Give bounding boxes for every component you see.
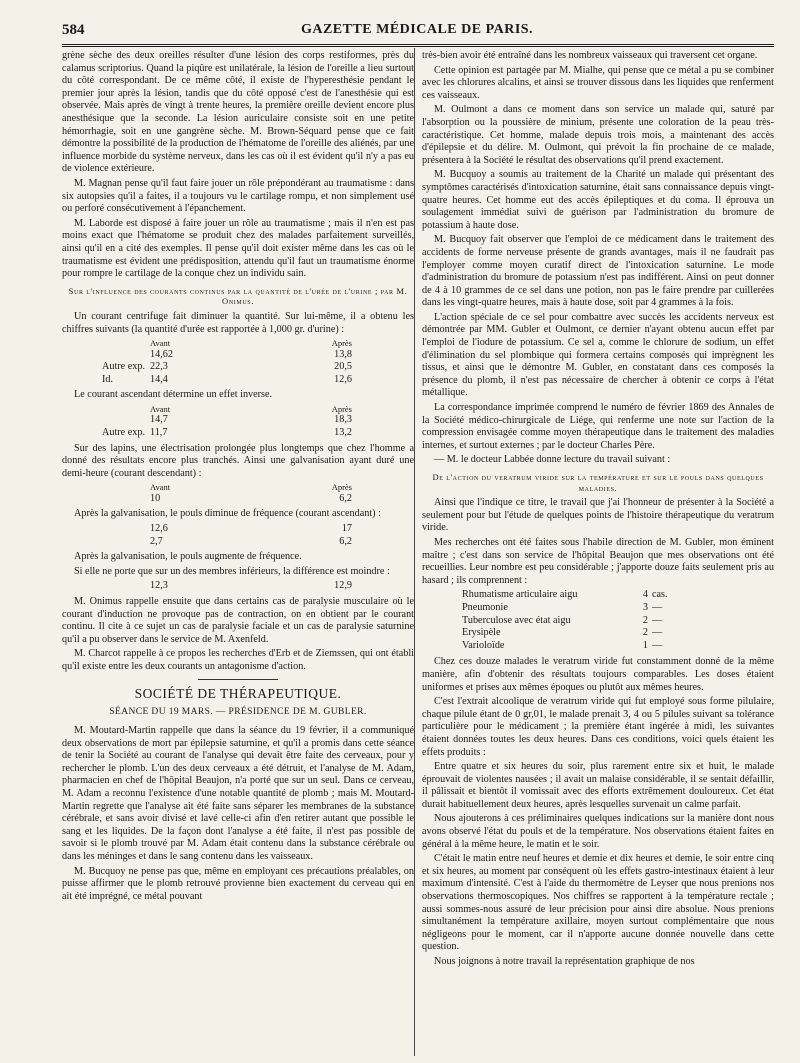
case-list [462, 589, 774, 652]
article-title: Sur l'influence des courants continus par la quantité de l'urée de l'urine ; par M. Onimus. [68, 285, 408, 307]
paragraph: Un courant centrifuge fait diminuer la quantité. Sur lui-même, il a obtenu les chiffres suivants (la quantité d'urée est rapportée à 1,000 gr. d'urine) : [62, 310, 414, 335]
paragraph: Nous joignons à notre travail la représentation graphique de nos [434, 956, 695, 967]
paragraph: Sur des lapins, une électrisation prolongée plus longtemps que chez l'homme a donné des résultats encore plus tranchés. Ainsi une galvanisation ayant duré une demi-heure (courant descendant) : [62, 442, 414, 479]
article-title: De l'action du veratrum viride sur la température et sur le pouls dans quelques maladies. [432, 472, 764, 493]
value-before: 2,7 [150, 535, 163, 547]
paragraph: — M. le docteur Labbée donne lecture du travail suivant : [434, 454, 671, 466]
list-item: Erysipèle 2 — [462, 627, 663, 639]
left-column [62, 50, 414, 1055]
data-table-3 [102, 482, 352, 505]
list-item: Varioloïde 1 — [462, 639, 663, 651]
right-column [422, 50, 774, 1055]
value-before: 14,62 [150, 348, 173, 360]
paragraph: M. Laborde est disposé à faire jouer un rôle au traumatisme ; mais il n'en est pas moins exact que l'hématome se produit chez des malades parfaitement surveillés, ainsi qu'il en a cité des exemples. Il pense qu'il doit exister même dans les cas où le traumatisme est évident une prédisposition, attendu qu'il faut un traumatisme énorme pour rompre le cartilage de la conque chez un individu sain. [62, 217, 414, 280]
row-label: Autre exp. [102, 361, 145, 373]
journal-title: GAZETTE MÉDICALE DE PARIS. [300, 22, 534, 37]
value-after: 12,6 [334, 373, 352, 385]
value-before: 11,7 [150, 427, 168, 439]
header-rule [62, 44, 774, 47]
paragraph: M. Moutard-Martin rappelle que dans la séance du 19 février, il a communiqué deux observations de mort par épilepsie saturnine, et qu'il a promis dans cette séance de tenir la Société au courant de l'analyse qui devait être faite des cerveaux, pour y rechercher le plomb. L'un des deux cerveaux a été détruit, et l'analyse de M. Adam, pharmacien en chef de l'hôpital Beaujon, n'a porté que sur un seul. Dans ce cerveau, M. Adam a reconnu l'existence d'une notable quantité de plomb ; mais M. Moutard-Martin regrette que l'analyse ait été faite sans séparer les membranes de la substance cérébrale, et sans avoir divisé et lavé celle-ci afin d'en retirer autant que possible le sang et les liquides. De la façon dont l'analyse a été faite, il n'est pas possible de savoir si le plomb trouvé par M. Adam était contenu dans la substance cérébrale ou dans les méninges et dans le sang contenu dans les vaisseaux. [62, 725, 414, 862]
paragraph: Nous ajouterons à ces préliminaires quelques indications sur la manière dont nous avons observé l'état du pouls et de la température. Nos observations étaient faites en général à la même heure, le matin et le soir. [422, 813, 774, 850]
value-before: 12,6 [150, 523, 168, 535]
paragraph: C'était le matin entre neuf heures et demie et dix heures et demie, le soir entre cinq et six heures, au moment par conséquent où les effets gastro-intestinaux étaient à leur maximum d'intensité. C'est à l'aide du thermomètre de Leyser que nous prenions nos observations thermoscopiques. Nos chiffres se rapportent à la température rectale ; aussi sommes-nous assuré de leur précision pour ainsi dire absolue. Nous prenions simultanément la température axillaire, moyen surtout complémentaire que nous négligeons pour le moment, car il n'apporte aucune donnée nouvelle dans cette question. [422, 853, 774, 953]
paragraph: Si elle ne porte que sur un des membres inférieurs, la différence est moindre : [74, 565, 390, 577]
column-divider [414, 48, 415, 1056]
paragraph: M. Oulmont a dans ce moment dans son service un malade qui, saturé par l'absorption ou la poussière de minium, présente une coloration de la peau très-caractéristique. Cet homme, malade depuis trois mois, a maintenant des accès d'épilepsie et du délire. M. Oulmont, qui prévoit la fin prochaine de ce malade, présentera à la Société le résultat des observations qu'il prend exactement. [422, 104, 774, 166]
paragraph: Le courant ascendant détermine un effet inverse. [74, 389, 273, 401]
value-before: 10 [150, 492, 161, 504]
row-label: Autre exp. [102, 427, 145, 439]
paragraph: Entre quatre et six heures du soir, plus rarement entre six et huit, le malade éprouvait de violentes nausées ; il avait un malaise considérable, il se sentait défaillir, il pâlissait et bientôt il vomissait avec des efforts extrêmement douloureux. Cet état durait habituellement deux heures, après lesquelles survenait un calme parfait. [422, 761, 774, 810]
paragraph: Mes recherches ont été faites sous l'habile direction de M. Gubler, mon éminent maître ; c'est dans son service de l'hôpital Beaujon que mes observations ont été recueillies. Leur nombre est peu considérable ; j'apporte douze faits seulement pris au hasard ; ils comprennent : [422, 537, 774, 586]
paragraph: très-bien avoir été entraîné dans les nombreux vaisseaux qui traversent cet organe. [422, 50, 758, 61]
paragraph: Après la galvanisation, le pouls diminue de fréquence (courant ascendant) : [74, 508, 381, 520]
data-table-1 [102, 338, 352, 386]
session-heading: SÉANCE DU 19 MARS. — PRÉSIDENCE DE M. GUBLER. [109, 707, 367, 718]
list-item: Tuberculose avec état aigu 2 — [462, 614, 663, 626]
value-after: 13,2 [334, 427, 352, 439]
paragraph: grène sèche des deux oreilles résulter d'une lésion des corps restiformes, près du calamus scriptorius. Quand la piqûre est unilatérale, la lésion de l'oreille a lieu surtout du côté correspondant. De ce même côté, il existe de l'hyperesthésie pendant le premier jour après la lésion, tandis que du côté opposé c'est de l'anesthésie qui est observée. Mais après de vingt à trente heures, la première oreille devient encore plus anesthésique que la seconde. La lésion auriculaire consiste soit en une petite hémorrhagie, soit en une gangrène sèche. M. Brown-Séquard pense que ce fait démontre la possibilité de la production de l'hématome de l'oreille des aliénés, par une influence morbide du système nerveux, dans les cas où il est évident qu'il n'y a pas eu de violence extérieure. [62, 50, 414, 175]
value-after: 6,2 [339, 535, 352, 547]
section-title: SOCIÉTÉ DE THÉRAPEUTIQUE. [134, 685, 342, 701]
section-separator [198, 679, 278, 680]
value-after: 17 [341, 523, 352, 535]
paragraph: M. Bucquoy ne pense pas que, même en employant ces précautions préalables, on puisse affirmer que le plomb retrouvé provienne bien exactement du cerveau qui en ait été imprégné, ce métal pouvant [62, 865, 414, 902]
column-header: Après [331, 482, 352, 493]
column-header: Avant [150, 403, 171, 414]
paragraph: L'action spéciale de ce sel pour combattre avec succès les accidents nerveux est démontrée par MM. Gubler et Oulmont, ce dernier n'ayant obtenu aucun effet par l'emploi de l'iodure de potassium. Ce sel a, comme le chlorure de sodium, un effet d'élimination du sel plombique qui formera certains composés qui imprègnent les tissus, et ainsi que le démontre M. Gubler, en constatant dans ces composés la présence du plomb, il n'est pas nécessaire de chercher à obtenir ce corps à l'état métallique. [422, 311, 774, 399]
page-number: 584 [62, 22, 85, 38]
paragraph: C'est l'extrait alcoolique de veratrum viride qui fut employé sous forme pilulaire, chaque pilule étant de 0 gr,01, le malade prenait 3, 4 ou 5 pilules suivant sa tolérance particulière pour le médicament ; la première étant ingérée à midi, les suivantes étaient données toutes les deux heures. Dans ces conditions, voici quels étaient les effets produits : [422, 696, 774, 758]
value-before: 14,7 [150, 414, 168, 426]
data-table-4 [102, 523, 352, 548]
column-header: Après [331, 403, 352, 414]
paragraph: Après la galvanisation, le pouls augmente de fréquence. [74, 551, 302, 563]
value-after: 13,8 [334, 348, 352, 360]
value-after: 6,2 [339, 492, 352, 504]
value-before: 14,4 [150, 373, 168, 385]
page-header [62, 22, 772, 44]
column-header: Après [331, 338, 352, 349]
value-after: 12,9 [334, 580, 352, 592]
data-table-2 [102, 404, 352, 440]
value-before: 12,3 [150, 580, 168, 592]
column-header: Avant [150, 338, 171, 349]
value-after: 20,5 [334, 361, 352, 373]
data-table-5 [102, 580, 352, 593]
paragraph: M. Bucquoy fait observer que l'emploi de ce médicament dans le traitement des accidents de forme nerveuse présente de grands avantages, mais il ne faudrait pas l'employer comme moyen curatif direct de l'intoxication saturnine. Le mode d'administration du bromure de potassium n'est pas indifférent. Ainsi on peut donner de 4 à 10 grammes de ce sel dans une potion, non pas le faire prendre par cuillerées dans les vingt-quatre heures, mais à haute dose, soit par 4 grammes à la fois. [422, 234, 774, 309]
paragraph: La correspondance imprimée comprend le numéro de février 1869 des Annales de la Société médico-chirurgicale de Liége, qui renferme une note sur l'action de la compression envisagée comme moyen thérapeutique dans le traitement des maladies internes, et surtout externes ; par le docteur Charles Père. [422, 402, 774, 451]
paragraph: M. Charcot rappelle à ce propos les recherches d'Erb et de Ziemssen, qui ont établi qu'il existe entre les deux courants un antagonisme d'action. [62, 648, 414, 673]
list-item: Pneumonie 3 — [462, 601, 663, 613]
paragraph: Ainsi que l'indique ce titre, le travail que j'ai l'honneur de présenter à la Société a seulement pour but l'étude de quelques points de l'histoire thérapeutique du veratrum viride. [422, 497, 774, 534]
paragraph: M. Magnan pense qu'il faut faire jouer un rôle prépondérant au traumatisme : dans six autopsies qu'il a faites, il a toujours vu le cartilage rompu, et non simplement usé ou perforé consécutivement à l'épanchement. [62, 177, 414, 215]
value-after: 18,3 [334, 414, 352, 426]
paragraph: Chez ces douze malades le veratrum viride fut constamment donné de la même manière, afin d'obtenir des résultats toujours comparables. Les doses étaient uniformes et prises aux mêmes époques ou plutôt aux mêmes heures. [422, 656, 774, 693]
value-before: 22,3 [150, 361, 168, 373]
list-item: Rhumatisme articulaire aigu 4 cas. [462, 589, 668, 601]
row-label: Id. [102, 373, 114, 385]
paragraph: Cette opinion est partagée par M. Mialhe, qui pense que ce métal a pu se combiner avec les chlorures alcalins, et ainsi se trouver dissous dans les liquides que renferment ces vaisseaux. [422, 64, 774, 101]
paragraph: M. Bucquoy a soumis au traitement de la Charité un malade qui présentant des symptômes caractérisés d'intoxication saturnine, était sans connaissance depuis vingt-quatre heures. Cet homme eut des accès épileptiques et du coma. Il éprouva un soulagement immédiat suivi de guérison par l'administration du bromure de potassium à haute dose. [422, 169, 774, 231]
column-header: Avant [150, 482, 171, 493]
paragraph: M. Onimus rappelle ensuite que dans certains cas de paralysie musculaire où le courant d'induction ne provoque pas de contraction, on en obtient par le courant continu. Il cite à ce sujet un cas de paralysie faciale et un cas de paralysie saturnine qu'il a pu observer dans le service de M. Axenfeld. [62, 596, 414, 645]
